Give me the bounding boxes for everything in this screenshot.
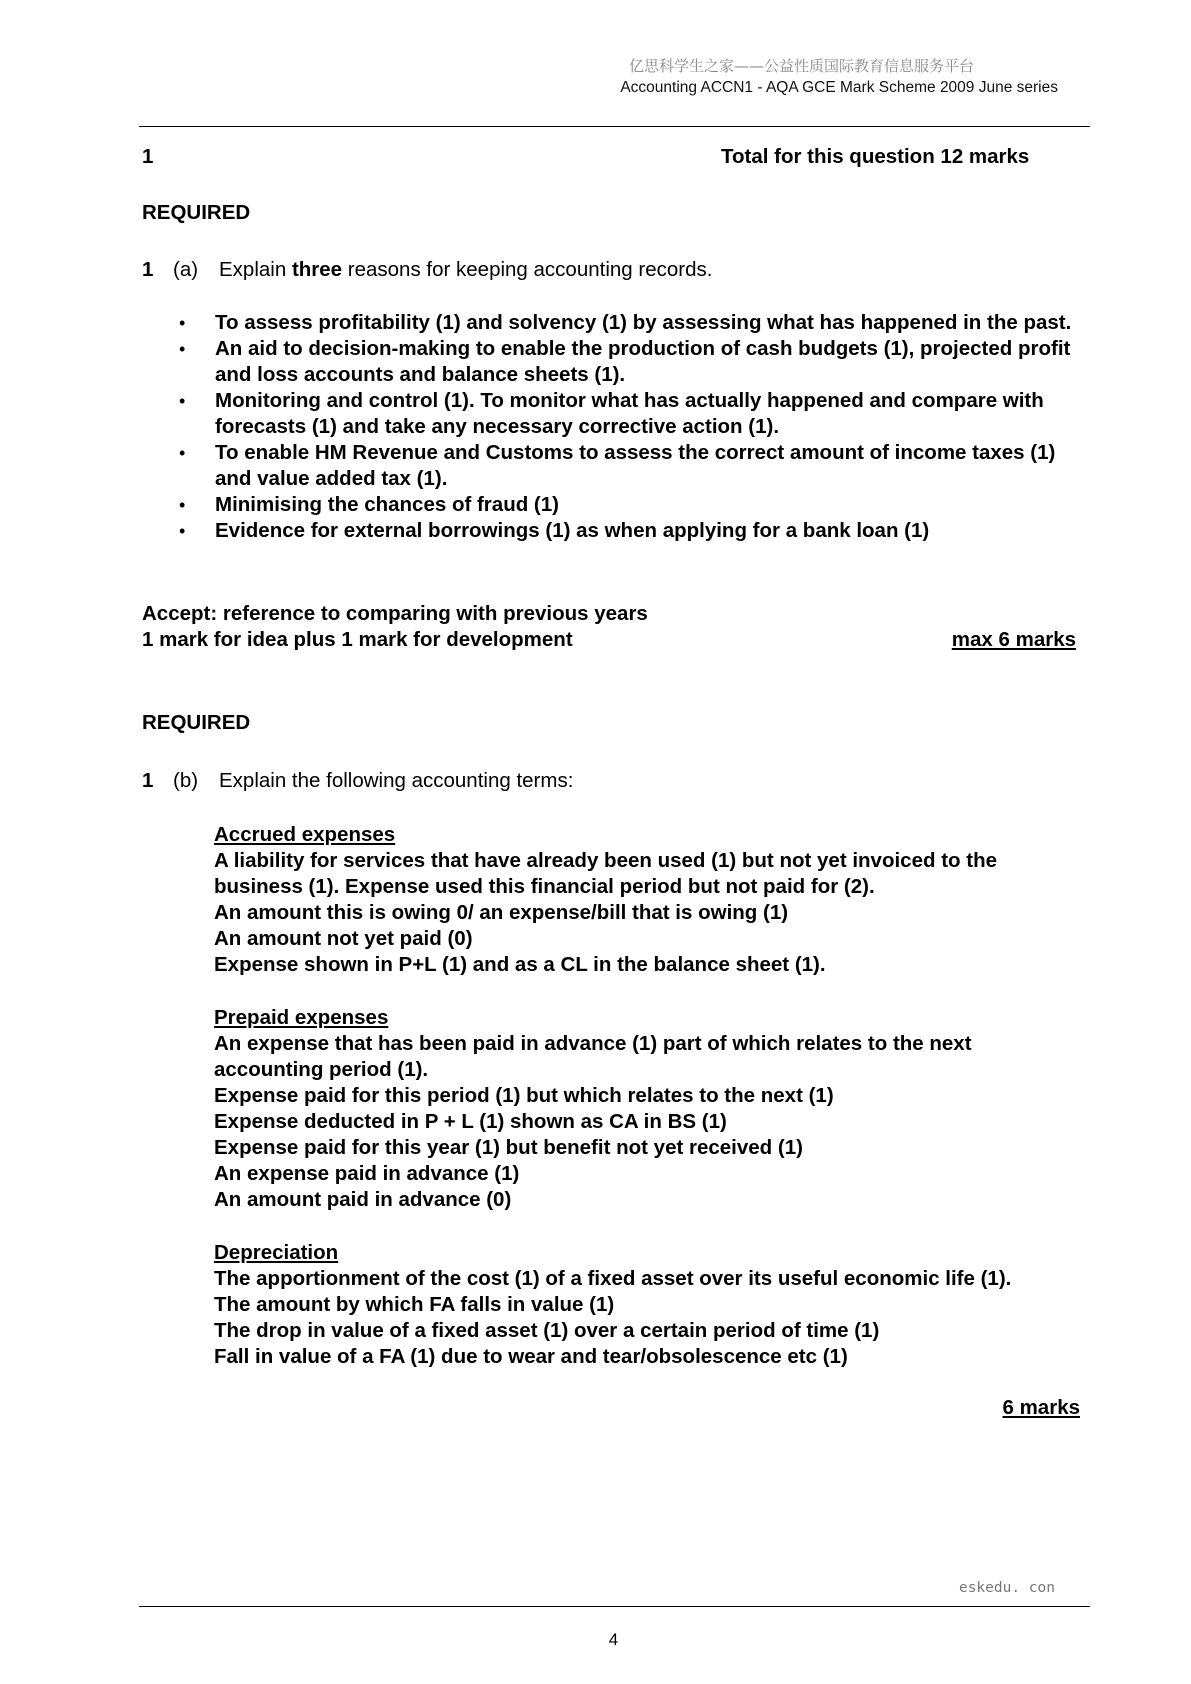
required-heading-b: REQUIRED	[142, 711, 251, 734]
accept-note: Accept: reference to comparing with previous years	[142, 602, 648, 625]
part-b-marks: 6 marks	[1002, 1396, 1080, 1419]
prepaid-line: An expense paid in advance (1)	[214, 1162, 520, 1185]
depreciation-line: The drop in value of a fixed asset (1) over a certain period of time (1)	[214, 1319, 880, 1342]
prepaid-line: An expense that has been paid in advance (1) part of which relates to the next	[214, 1032, 972, 1055]
prompt-post: reasons for keeping accounting records.	[342, 258, 713, 281]
prepaid-line: Expense paid for this year (1) but benefit not yet received (1)	[214, 1136, 803, 1159]
accrued-line: A liability for services that have already been used (1) but not yet invoiced to the	[214, 849, 997, 872]
header-rule	[139, 126, 1090, 127]
prompt-emphasis: three	[291, 258, 343, 281]
accrued-expenses-title: Accrued expenses	[214, 823, 396, 846]
footer-rule	[139, 1606, 1090, 1607]
prepaid-line: accounting period (1).	[214, 1058, 429, 1081]
list-item: • Monitoring and control (1). To monitor what has actually happened and compare with forecasts (1) and take any necessary corrective action (1).	[175, 388, 1095, 440]
part-a-prompt	[219, 257, 712, 283]
prepaid-expenses-block	[214, 1005, 972, 1213]
part-a-label: (a)	[173, 258, 199, 281]
list-item: • To assess profitability (1) and solvency (1) by assessing what has happened in the past.	[175, 310, 1095, 336]
prepaid-line: Expense deducted in P + L (1) shown as CA in BS (1)	[214, 1110, 727, 1133]
required-heading-a: REQUIRED	[142, 201, 251, 224]
depreciation-line: The apportionment of the cost (1) of a fixed asset over its useful economic life (1).	[214, 1267, 1012, 1290]
prepaid-line: Expense paid for this period (1) but which relates to the next (1)	[214, 1084, 834, 1107]
accrued-line: business (1). Expense used this financial period but not paid for (2).	[214, 875, 875, 898]
marking-note: 1 mark for idea plus 1 mark for development	[142, 628, 573, 651]
header-site-text: 亿思科学生之家——公益性质国际教育信息服务平台	[628, 57, 974, 75]
list-item: • An aid to decision-making to enable the production of cash budgets (1), projected profit and loss accounts and balance sheets (1).	[175, 336, 1095, 388]
part-a-number: 1	[142, 258, 154, 281]
question-number: 1	[142, 145, 154, 168]
depreciation-title: Depreciation	[214, 1241, 339, 1264]
part-b-number: 1	[142, 769, 154, 792]
watermark-text: eskedu. con	[958, 1580, 1055, 1596]
prepaid-line: An amount paid in advance (0)	[214, 1188, 512, 1211]
prompt-pre: Explain	[219, 258, 292, 281]
depreciation-line: The amount by which FA falls in value (1)	[214, 1293, 615, 1316]
list-item: • Minimising the chances of fraud (1)	[175, 492, 1095, 518]
header-document-title: Accounting ACCN1 - AQA GCE Mark Scheme 2009 June series	[620, 79, 1058, 96]
depreciation-block	[214, 1240, 1011, 1370]
part-a-marks: max 6 marks	[951, 628, 1076, 651]
part-b-prompt: Explain the following accounting terms:	[219, 769, 574, 792]
list-item: • To enable HM Revenue and Customs to assess the correct amount of income taxes (1) and value added tax (1).	[175, 440, 1095, 492]
part-b-label: (b)	[173, 769, 199, 792]
depreciation-line: Fall in value of a FA (1) due to wear and tear/obsolescence etc (1)	[214, 1345, 848, 1368]
list-item: • Evidence for external borrowings (1) as when applying for a bank loan (1)	[175, 518, 1095, 544]
question-total-marks: Total for this question 12 marks	[721, 145, 1030, 168]
page-number: 4	[608, 1630, 619, 1649]
reasons-list	[175, 310, 1095, 544]
accrued-line: Expense shown in P+L (1) and as a CL in the balance sheet (1).	[214, 953, 826, 976]
prepaid-expenses-title: Prepaid expenses	[214, 1006, 389, 1029]
accrued-expenses-block	[214, 822, 997, 978]
accrued-line: An amount not yet paid (0)	[214, 927, 473, 950]
accrued-line: An amount this is owing 0/ an expense/bill that is owing (1)	[214, 901, 789, 924]
